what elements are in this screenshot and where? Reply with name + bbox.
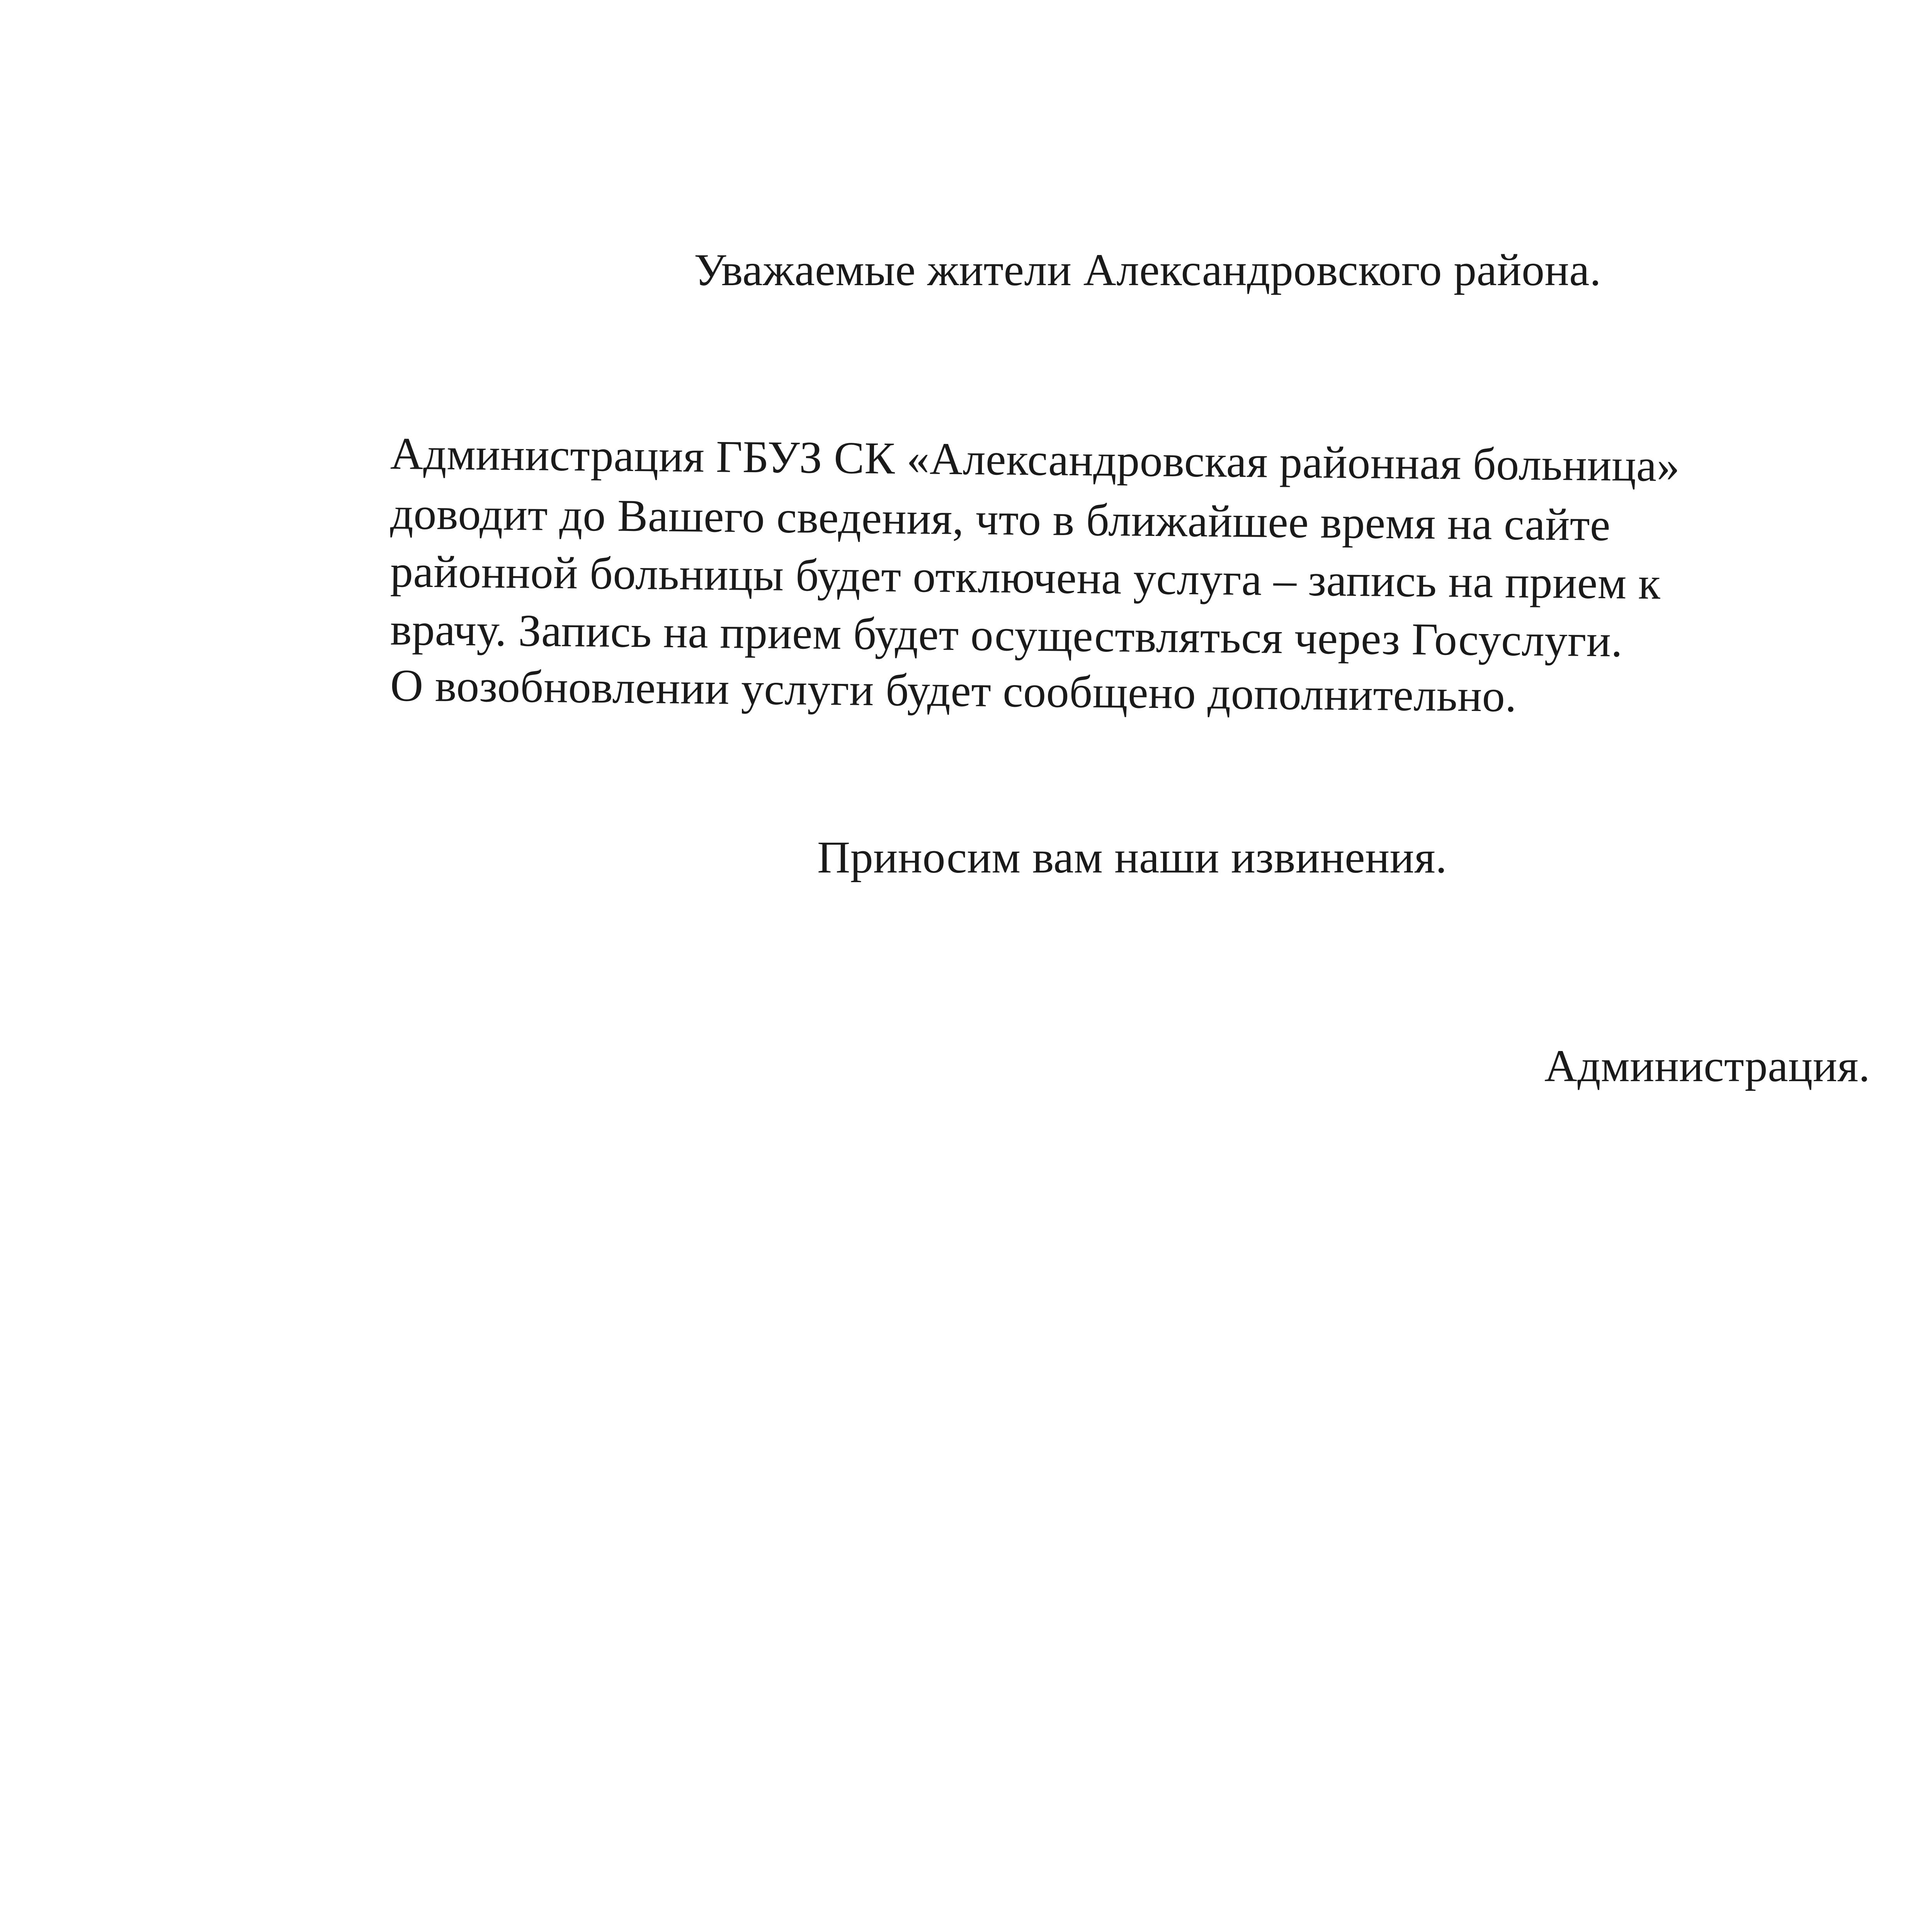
letter-signature: Администрация. <box>1544 1041 1870 1091</box>
letter-apology: Приносим вам наши извинения. <box>817 832 1447 883</box>
letter-body-line: О возобновлении услуги будет сообщено дополнительно. <box>390 660 1517 721</box>
letter-greeting: Уважаемые жители Александровского района. <box>694 245 1601 295</box>
letter-body-line: Администрация ГБУЗ СК «Александровская районная больница» <box>390 428 1680 492</box>
letter-body-line: доводит до Вашего сведения, что в ближайшее время на сайте <box>390 488 1611 551</box>
letter-body-line: районной больницы будет отключена услуга – запись на прием к <box>390 546 1661 609</box>
letter-body-line: врачу. Запись на прием будет осуществляться через Госуслуги. <box>390 604 1623 667</box>
